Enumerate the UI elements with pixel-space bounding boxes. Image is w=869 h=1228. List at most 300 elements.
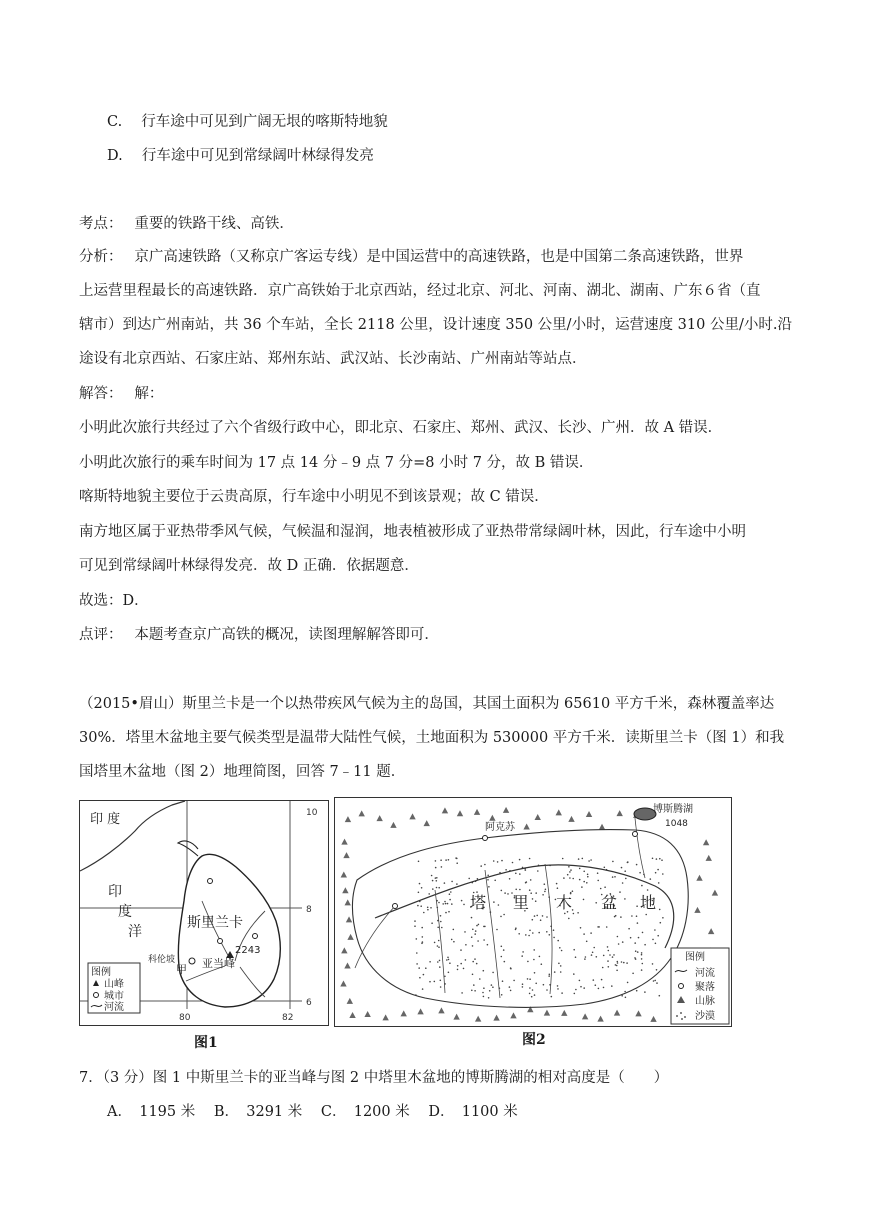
desert-dot — [544, 891, 546, 893]
desert-dot — [444, 901, 446, 903]
label-colombo: 科伦坡 — [148, 955, 176, 965]
desert-dot — [529, 858, 531, 860]
mountain-symbol — [635, 1010, 641, 1016]
desert-dot — [445, 859, 447, 861]
desert-dot — [613, 954, 615, 956]
desert-dot — [477, 878, 479, 880]
desert-dot — [434, 981, 436, 983]
mountain-symbol — [568, 816, 574, 822]
mountain-symbol — [597, 1016, 603, 1022]
desert-dot — [653, 980, 655, 982]
desert-dot — [440, 980, 442, 982]
desert-dot — [527, 961, 529, 963]
desert-dot — [445, 912, 447, 914]
mountain-symbol — [409, 813, 415, 819]
lat-label-10: 10 — [306, 808, 318, 818]
river-north — [635, 818, 645, 878]
desert-dot — [489, 990, 491, 992]
desert-dot — [536, 915, 538, 917]
jieda-text-1: 小明此次旅行共经过了六个省级行政中心，即北京、石家庄、郑州、武汉、长沙、广州．故 A 错误． — [79, 420, 723, 436]
label-ocean-3: 洋 — [128, 924, 142, 940]
desert-dot — [622, 882, 624, 884]
desert-dot — [483, 926, 485, 928]
desert-dot — [654, 980, 656, 982]
desert-dot — [472, 929, 474, 931]
desert-dot — [585, 956, 587, 958]
lat-label-6: 6 — [306, 998, 312, 1008]
desert-dot — [578, 858, 580, 860]
desert-dot — [535, 892, 537, 894]
desert-dot — [544, 883, 546, 885]
desert-dot — [432, 880, 434, 882]
desert-dot — [427, 909, 429, 911]
desert-dot — [580, 927, 582, 929]
desert-dot — [447, 957, 449, 959]
desert-dot — [630, 937, 632, 939]
desert-dot — [553, 929, 555, 931]
desert-dot — [418, 861, 420, 863]
desert-dot — [437, 927, 439, 929]
desert-dot — [471, 990, 473, 992]
desert-dot — [560, 965, 562, 967]
desert-dot — [639, 872, 641, 874]
desert-dot — [480, 865, 482, 867]
desert-dot — [601, 979, 603, 981]
city-marker — [253, 934, 258, 939]
desert-dot — [434, 942, 436, 944]
desert-dot — [583, 881, 585, 883]
desert-dot — [419, 883, 421, 885]
mountain-symbol — [712, 890, 718, 896]
desert-dot — [442, 903, 444, 905]
desert-dot — [456, 862, 458, 864]
desert-dot — [422, 988, 424, 990]
desert-dot — [593, 947, 595, 949]
desert-dot — [425, 967, 427, 969]
desert-dot — [529, 930, 531, 932]
desert-dot — [598, 926, 600, 928]
desert-dot — [592, 952, 594, 954]
desert-dot — [621, 867, 623, 869]
mountain-symbol — [345, 899, 351, 905]
jaffna-peninsula — [178, 841, 198, 856]
desert-dot — [474, 990, 476, 992]
desert-dot — [448, 859, 450, 861]
desert-dot — [603, 955, 605, 957]
desert-dot — [519, 873, 521, 875]
mountain-symbol — [561, 1010, 567, 1016]
desert-dot — [493, 860, 495, 862]
fig2-legend-settlement: 聚落 — [695, 982, 715, 993]
mountain-symbol — [342, 887, 348, 893]
desert-dot — [451, 881, 453, 883]
desert-dot — [598, 988, 600, 990]
desert-dot — [603, 987, 605, 989]
desert-dot — [546, 931, 548, 933]
desert-dot — [539, 956, 541, 958]
label-aksu: 阿克苏 — [485, 822, 515, 833]
desert-dot — [440, 986, 442, 988]
figure-2-caption: 图2 — [522, 1032, 546, 1048]
desert-dot — [575, 989, 577, 991]
settlement — [393, 904, 398, 909]
desert-dot — [636, 864, 638, 866]
desert-dot — [535, 900, 537, 902]
desert-dot — [569, 877, 571, 879]
desert-dot — [500, 916, 502, 918]
mountain-symbol — [347, 934, 353, 940]
desert-dot — [641, 954, 643, 956]
desert-dot — [477, 940, 479, 942]
label-peak-height: 2243 — [235, 945, 261, 956]
desert-dot — [549, 934, 551, 936]
desert-dot — [530, 879, 532, 881]
mountain-symbol — [696, 875, 702, 881]
desert-dot — [554, 971, 556, 973]
desert-dots — [414, 857, 664, 998]
desert-dot — [438, 902, 440, 904]
desert-dot — [606, 926, 608, 928]
desert-dot — [604, 867, 606, 869]
desert-dot — [636, 990, 638, 992]
fenxi-line-1: 分析： 京广高速铁路（又称京广客运专线）是中国运营中的高速铁路，也是中国第二条高速铁路，世界 — [79, 249, 744, 265]
desert-dot — [474, 933, 476, 935]
desert-dot — [471, 917, 473, 919]
mountain-symbol — [650, 1016, 656, 1022]
desert-dot — [435, 867, 437, 869]
choice-d: D． 1100 米 — [428, 1104, 518, 1120]
label-jia: 甲 — [176, 963, 187, 976]
desert-dot — [513, 980, 515, 982]
desert-dot — [501, 994, 503, 996]
desert-dot — [617, 936, 619, 938]
desert-dot — [525, 934, 527, 936]
desert-dot — [494, 880, 496, 882]
mountain-symbol — [358, 810, 364, 816]
desert-dot — [497, 861, 499, 863]
desert-dot — [661, 859, 663, 861]
desert-dot — [614, 916, 616, 918]
desert-dot — [472, 974, 474, 976]
desert-dot — [534, 972, 536, 974]
mountain-symbol — [694, 907, 700, 913]
desert-dot — [461, 992, 463, 994]
desert-dot — [478, 924, 480, 926]
desert-dot — [421, 943, 423, 945]
label-basin-2: 里 — [513, 893, 530, 912]
desert-dot — [483, 987, 485, 989]
mountain-symbol — [364, 1011, 370, 1017]
jieda-text-3: 喀斯特地貌主要位于云贵高原，行车途中小明见不到该景观；故 C 错误． — [79, 489, 549, 505]
desert-dot — [562, 858, 564, 860]
desert-dot — [482, 992, 484, 994]
desert-dot — [460, 949, 462, 951]
desert-dot — [473, 984, 475, 986]
desert-dot — [568, 918, 570, 920]
desert-dot — [414, 920, 416, 922]
city-marker — [208, 879, 213, 884]
mountain-symbol — [703, 839, 709, 845]
desert-dot — [468, 878, 470, 880]
desert-dot — [512, 862, 514, 864]
desert-dot — [577, 912, 579, 914]
desert-dot — [596, 956, 598, 958]
desert-dot — [503, 949, 505, 951]
desert-dot — [617, 961, 619, 963]
desert-dot — [561, 950, 563, 952]
desert-dot — [626, 962, 628, 964]
desert-dot — [600, 888, 602, 890]
desert-dot — [564, 913, 566, 915]
desert-dot — [502, 980, 504, 982]
desert-dot — [604, 886, 606, 888]
desert-dot — [551, 996, 553, 998]
river-west — [355, 906, 395, 968]
desert-dot — [575, 956, 577, 958]
choice-a: A． 1195 米 — [107, 1104, 196, 1120]
desert-dot — [656, 982, 658, 984]
desert-dot — [647, 889, 649, 891]
mountain-symbol — [489, 815, 495, 821]
desert-dot — [436, 880, 438, 882]
mountain-symbol — [493, 1015, 499, 1021]
desert-dot — [449, 962, 451, 964]
desert-dot — [570, 869, 572, 871]
desert-dot — [472, 945, 474, 947]
desert-dot — [476, 925, 478, 927]
desert-dot — [590, 859, 592, 861]
label-basin-4: 盆 — [601, 893, 618, 912]
desert-dot — [535, 983, 537, 985]
desert-dot — [588, 860, 590, 862]
desert-dot — [430, 907, 432, 909]
desert-dot — [567, 874, 569, 876]
label-basin-5: 地 — [640, 893, 657, 912]
desert-dot — [533, 959, 535, 961]
desert-dot — [659, 909, 661, 911]
desert-dot — [525, 882, 527, 884]
desert-dot — [440, 921, 442, 923]
question-7-choices — [107, 1102, 532, 1122]
fig1-legend-river: 河流 — [104, 1002, 124, 1013]
desert-dot — [441, 927, 443, 929]
desert-dot — [607, 946, 609, 948]
desert-dot — [611, 985, 613, 987]
desert-dot — [624, 991, 626, 993]
desert-dot — [634, 957, 636, 959]
mountain-symbol — [417, 1008, 423, 1014]
label-bosten-lake: 博斯腾湖 — [653, 804, 693, 815]
mountain-symbol — [599, 824, 605, 830]
desert-dot — [590, 932, 592, 934]
desert-dot — [583, 987, 585, 989]
desert-dot — [525, 869, 527, 871]
desert-dot — [573, 949, 575, 951]
legend-city-icon — [94, 993, 99, 998]
fig2-legend-river: 河流 — [695, 968, 715, 979]
desert-dot — [418, 967, 420, 969]
desert-dot — [624, 870, 626, 872]
desert-dot — [483, 970, 485, 972]
label-ocean-2: 度 — [118, 904, 132, 920]
desert-dot — [449, 899, 451, 901]
sri-lanka-map-svg — [80, 801, 328, 1025]
desert-dot — [521, 955, 523, 957]
desert-dot — [446, 959, 448, 961]
figure-2-tarim-basin-map — [334, 797, 732, 1027]
desert-dot — [624, 898, 626, 900]
fig1-legend-city: 城市 — [104, 991, 124, 1002]
river-south-3 — [435, 890, 445, 993]
desert-dot — [496, 929, 498, 931]
desert-dot — [438, 887, 440, 889]
mountain-symbol — [510, 1012, 516, 1018]
desert-dot — [558, 963, 560, 965]
desert-dot — [448, 911, 450, 913]
desert-dot — [545, 889, 547, 891]
desert-dot — [498, 904, 500, 906]
passage-line-3: 国塔里木盆地（图 2）地理简图，回答 7﹣11 题． — [79, 764, 406, 780]
desert-dot — [559, 947, 561, 949]
option-c: C. 行车途中可见到广阔无垠的喀斯特地貌 — [107, 114, 388, 130]
mountain-symbol — [346, 916, 352, 922]
desert-dot — [628, 928, 630, 930]
desert-dot — [548, 975, 550, 977]
desert-dot — [652, 858, 654, 860]
desert-dot — [441, 866, 443, 868]
mountain-symbol — [614, 1010, 620, 1016]
desert-dot — [644, 944, 646, 946]
mountain-symbol — [341, 872, 347, 878]
desert-dot — [662, 873, 664, 875]
desert-dot — [652, 963, 654, 965]
desert-dot — [662, 917, 664, 919]
desert-dot — [505, 869, 507, 871]
desert-dot — [421, 887, 423, 889]
desert-dot — [608, 966, 610, 968]
desert-dot — [563, 877, 565, 879]
desert-dot — [510, 990, 512, 992]
lon-label-80: 80 — [179, 1013, 191, 1023]
desert-dot — [465, 944, 467, 946]
desert-dot — [420, 905, 422, 907]
desert-dot — [540, 919, 542, 921]
desert-dot — [538, 932, 540, 934]
fenxi-line-4: 途设有北京西站、石家庄站、郑州东站、武汉站、长沙南站、广州南站等站点． — [79, 351, 587, 367]
label-basin-3: 木 — [556, 893, 573, 912]
desert-dot — [491, 984, 493, 986]
mountain-symbol — [438, 1007, 444, 1013]
desert-dot — [504, 961, 506, 963]
desert-dot — [609, 954, 611, 956]
desert-dot — [421, 927, 423, 929]
desert-dot — [656, 969, 658, 971]
desert-dot — [492, 972, 494, 974]
desert-dot — [641, 952, 643, 954]
desert-dot — [423, 912, 425, 914]
desert-dot — [549, 974, 551, 976]
label-ocean-1: 印 — [108, 884, 122, 900]
desert-dot — [553, 937, 555, 939]
mountain-symbol — [708, 928, 714, 934]
desert-dot — [597, 872, 599, 874]
desert-dot — [627, 862, 629, 864]
mountain-symbol — [535, 814, 541, 820]
desert-dot — [448, 959, 450, 961]
desert-dot — [501, 860, 503, 862]
desert-dot — [437, 961, 439, 963]
mountain-symbol — [341, 947, 347, 953]
desert-dot — [431, 875, 433, 877]
desert-dot — [654, 929, 656, 931]
desert-dot — [541, 963, 543, 965]
desert-dot — [492, 986, 494, 988]
mountain-symbol — [376, 815, 382, 821]
desert-dot — [580, 986, 582, 988]
desert-dot — [445, 903, 447, 905]
desert-dot — [583, 899, 585, 901]
desert-dot — [419, 977, 421, 979]
desert-dot — [522, 951, 524, 953]
passage-line-1: （2015•眉山）斯里兰卡是一个以热带疾风气候为主的岛国，其国土面积为 65610 平方千米，森林覆盖率达 — [79, 696, 775, 712]
desert-dot — [557, 940, 559, 942]
desert-dot — [641, 958, 643, 960]
desert-dot — [532, 932, 534, 934]
label-lake-height: 1048 — [665, 819, 688, 829]
desert-dot — [641, 885, 643, 887]
desert-dot — [414, 925, 416, 927]
desert-dot — [533, 949, 535, 951]
desert-dot — [457, 965, 459, 967]
desert-dot — [464, 931, 466, 933]
desert-dot — [542, 915, 544, 917]
desert-dot — [557, 988, 559, 990]
desert-dot — [619, 891, 621, 893]
desert-dot — [503, 914, 505, 916]
mountain-symbol — [475, 1016, 481, 1022]
desert-dot — [556, 883, 558, 885]
desert-dot — [573, 973, 575, 975]
desert-dot — [530, 892, 532, 894]
desert-dot — [448, 972, 450, 974]
desert-dot — [583, 933, 585, 935]
desert-dot — [612, 876, 614, 878]
desert-dot — [417, 905, 419, 907]
desert-dot — [463, 904, 465, 906]
desert-dot — [451, 903, 453, 905]
desert-dot — [546, 916, 548, 918]
desert-dot — [655, 872, 657, 874]
colombo-city-marker — [189, 958, 195, 964]
desert-dot — [529, 978, 531, 980]
desert-dot — [637, 951, 639, 953]
question-7-stem: 7．（3 分）图 1 中斯里兰卡的亚当峰与图 2 中塔里木盆地的博斯腾湖的相对高度是（ ） — [79, 1070, 669, 1086]
desert-dot — [501, 890, 503, 892]
desert-dot — [534, 915, 536, 917]
jieda-line: 解答： 解： — [79, 386, 164, 402]
desert-dot — [657, 869, 659, 871]
desert-dot — [655, 943, 657, 945]
settlement — [633, 832, 638, 837]
passage-line-2: 30%．塔里木盆地主要气候类型是温带大陆性气候，土地面积为 530000 平方千米．读斯里兰卡（图 1）和我 — [79, 730, 785, 746]
mountain-symbol — [390, 822, 396, 828]
desert-dot — [493, 901, 495, 903]
desert-dot — [574, 993, 576, 995]
desert-dot — [440, 859, 442, 861]
desert-dot — [659, 858, 661, 860]
desert-dot — [483, 996, 485, 998]
desert-dot — [418, 892, 420, 894]
